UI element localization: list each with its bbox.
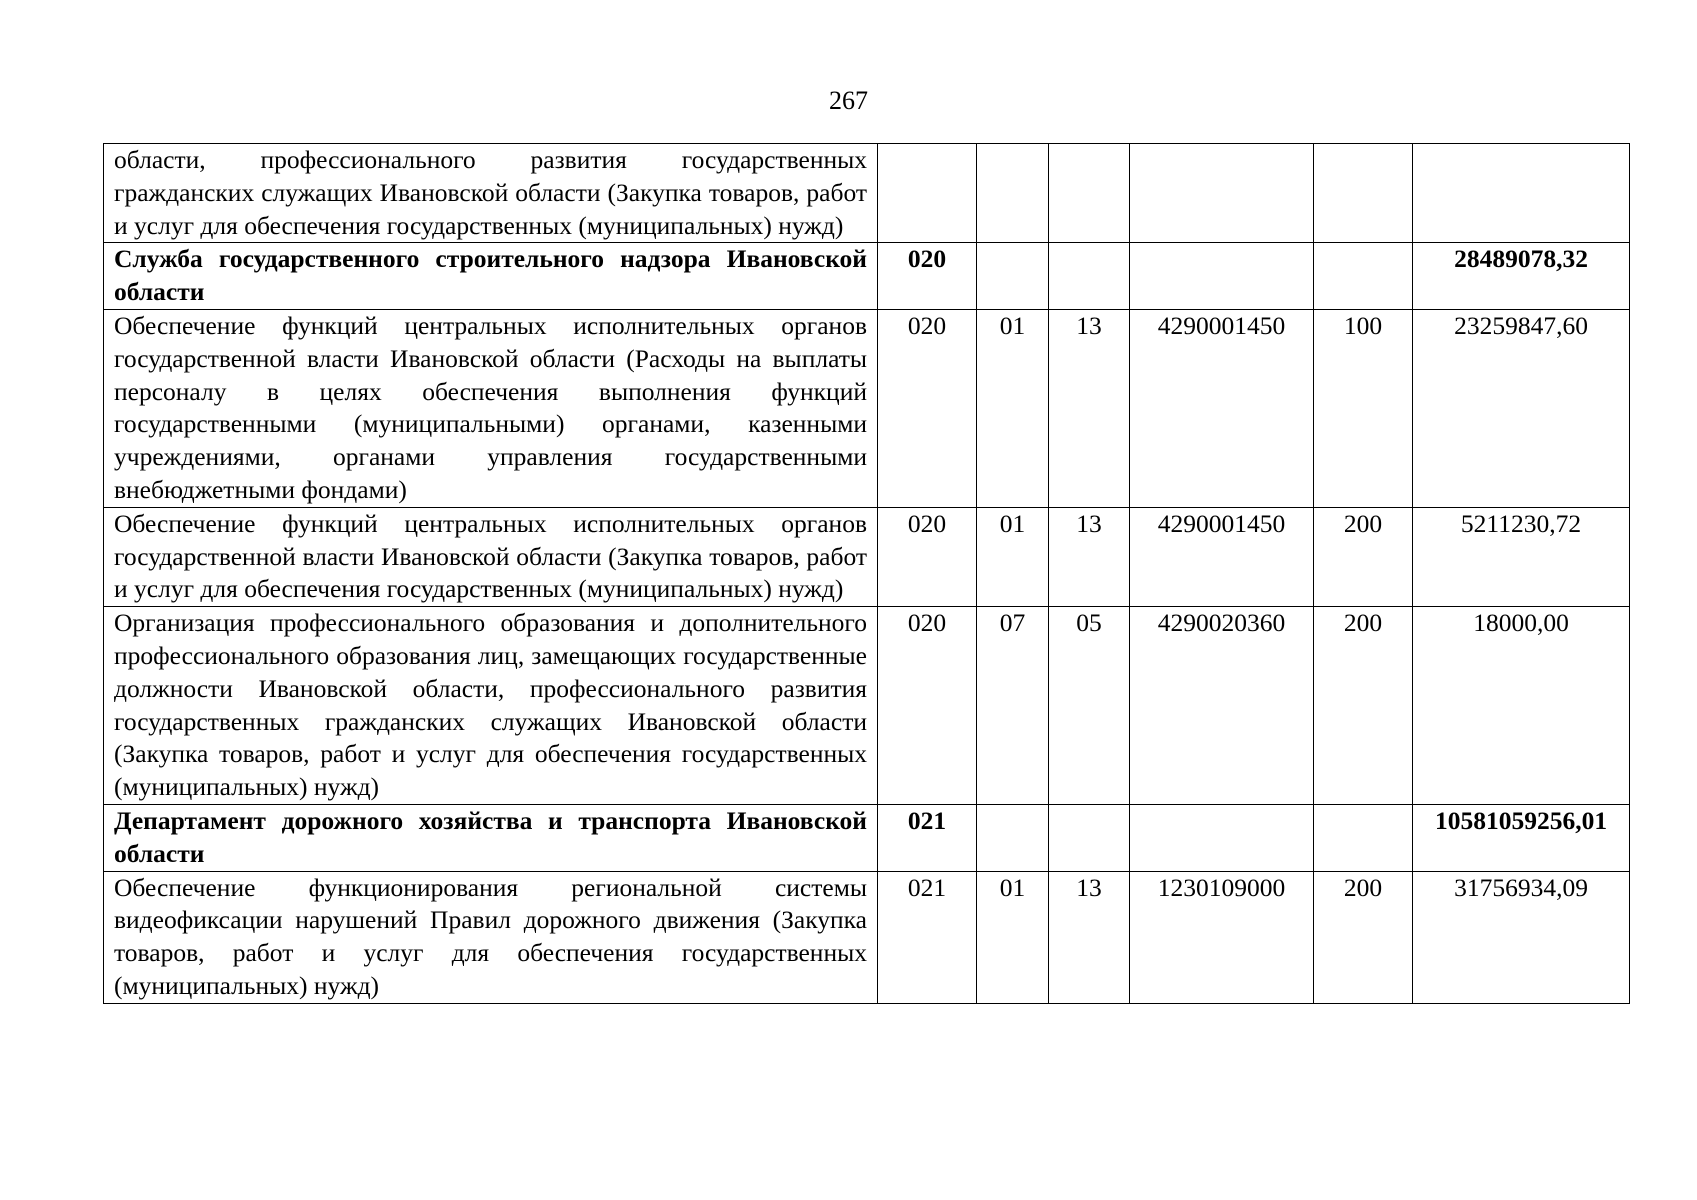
cell-name: Обеспечение функций центральных исполнительных органов государственной власти Ивановской области (Закупка товаров, работ и услуг для обеспечения государственных (муниципальных) нужд) — [104, 507, 878, 606]
cell-admin-code: 020 — [878, 507, 977, 606]
cell-target-article: 4290001450 — [1130, 507, 1314, 606]
cell-amount: 23259847,60 — [1413, 309, 1630, 507]
cell-expense-type: 200 — [1314, 607, 1413, 805]
cell-expense-type: 100 — [1314, 309, 1413, 507]
cell-expense-type: 200 — [1314, 871, 1413, 1003]
cell-subsection — [1049, 804, 1130, 871]
cell-section: 01 — [977, 871, 1049, 1003]
budget-table — [103, 143, 1630, 1004]
table-row-organization — [104, 243, 1630, 310]
table-row — [104, 607, 1630, 805]
cell-target-article: 4290020360 — [1130, 607, 1314, 805]
cell-name: Служба государственного строительного надзора Ивановской области — [104, 243, 878, 310]
cell-admin-code: 020 — [878, 607, 977, 805]
cell-subsection: 13 — [1049, 309, 1130, 507]
cell-expense-type — [1314, 243, 1413, 310]
table-row — [104, 309, 1630, 507]
cell-subsection — [1049, 144, 1130, 243]
cell-name: Организация профессионального образования и дополнительного профессионального образования лиц, замещающих государственные должности Ивановской области, профессионального развития государственных гражданских служащих Ивановской области (Закупка товаров, работ и услуг для обеспечения государственных (муниципальных) нужд) — [104, 607, 878, 805]
cell-target-article — [1130, 243, 1314, 310]
cell-section: 01 — [977, 507, 1049, 606]
cell-expense-type — [1314, 804, 1413, 871]
cell-section: 07 — [977, 607, 1049, 805]
cell-section — [977, 804, 1049, 871]
cell-admin-code: 021 — [878, 871, 977, 1003]
cell-amount: 5211230,72 — [1413, 507, 1630, 606]
table-body — [104, 144, 1630, 1004]
cell-section — [977, 144, 1049, 243]
table-row — [104, 871, 1630, 1003]
cell-subsection: 13 — [1049, 507, 1130, 606]
cell-admin-code: 020 — [878, 309, 977, 507]
cell-admin-code — [878, 144, 977, 243]
cell-target-article: 4290001450 — [1130, 309, 1314, 507]
cell-admin-code: 020 — [878, 243, 977, 310]
cell-section: 01 — [977, 309, 1049, 507]
cell-subsection — [1049, 243, 1130, 310]
cell-amount — [1413, 144, 1630, 243]
table-row — [104, 507, 1630, 606]
table-row-organization — [104, 804, 1630, 871]
cell-section — [977, 243, 1049, 310]
cell-admin-code: 021 — [878, 804, 977, 871]
cell-name: Обеспечение функций центральных исполнительных органов государственной власти Ивановской области (Расходы на выплаты персоналу в целях обеспечения выполнения функций государственными (муниципальными) органами, казенными учреждениями, органами управления государственными внебюджетными фондами) — [104, 309, 878, 507]
cell-expense-type: 200 — [1314, 507, 1413, 606]
cell-amount: 31756934,09 — [1413, 871, 1630, 1003]
cell-name: Департамент дорожного хозяйства и транспорта Ивановской области — [104, 804, 878, 871]
cell-target-article: 1230109000 — [1130, 871, 1314, 1003]
cell-expense-type — [1314, 144, 1413, 243]
page-number: 267 — [829, 86, 868, 115]
cell-amount: 10581059256,01 — [1413, 804, 1630, 871]
cell-name: Обеспечение функционирования региональной системы видеофиксации нарушений Правил дорожного движения (Закупка товаров, работ и услуг для обеспечения государственных (муниципальных) нужд) — [104, 871, 878, 1003]
cell-amount: 18000,00 — [1413, 607, 1630, 805]
cell-amount: 28489078,32 — [1413, 243, 1630, 310]
cell-subsection: 05 — [1049, 607, 1130, 805]
cell-target-article — [1130, 804, 1314, 871]
cell-subsection: 13 — [1049, 871, 1130, 1003]
cell-name: области, профессионального развития государственных гражданских служащих Ивановской области (Закупка товаров, работ и услуг для обеспечения государственных (муниципальных) нужд) — [104, 144, 878, 243]
cell-target-article — [1130, 144, 1314, 243]
table-row — [104, 144, 1630, 243]
